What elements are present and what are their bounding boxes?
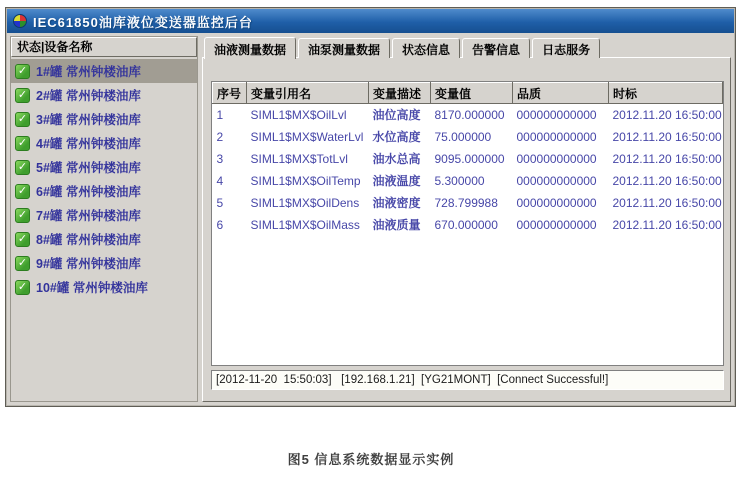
sidebar-item-tank-10[interactable] <box>11 275 197 299</box>
sidebar-item-tank-1[interactable] <box>11 59 197 83</box>
column-header[interactable]: 序号 <box>213 83 247 104</box>
sidebar-item-tank-2[interactable] <box>11 83 197 107</box>
variable-ref-name: SIML1$MX$OilDens <box>247 192 369 214</box>
row-index: 1 <box>213 104 247 126</box>
checkmark-icon: ✓ <box>15 160 30 175</box>
sidebar-item-tank-3[interactable] <box>11 107 197 131</box>
table-row[interactable] <box>213 148 723 170</box>
tab-panel <box>202 57 731 402</box>
device-label: 10#罐 常州钟楼油库 <box>36 281 148 295</box>
column-header[interactable]: 品质 <box>513 83 609 104</box>
device-label: 4#罐 常州钟楼油库 <box>36 137 141 151</box>
checkmark-icon: ✓ <box>15 88 30 103</box>
window-title: IEC61850油库液位变送器监控后台 <box>33 14 253 30</box>
checkmark-icon: ✓ <box>15 64 30 79</box>
timestamp: 2012.11.20 16:50:00 <box>609 192 723 214</box>
device-label: 5#罐 常州钟楼油库 <box>36 161 141 175</box>
quality: 000000000000 <box>513 148 609 170</box>
measurement-table <box>212 82 723 236</box>
device-label: 9#罐 常州钟楼油库 <box>36 257 141 271</box>
tab-oil-pump-data[interactable]: 油泵测量数据 <box>298 38 390 58</box>
variable-ref-name: SIML1$MX$OilTemp <box>247 170 369 192</box>
variable-desc: 油液温度 <box>369 170 431 192</box>
variable-ref-name: SIML1$MX$OilMass <box>247 214 369 236</box>
row-index: 5 <box>213 192 247 214</box>
device-label: 1#罐 常州钟楼油库 <box>36 65 141 79</box>
sidebar-item-tank-6[interactable] <box>11 179 197 203</box>
timestamp: 2012.11.20 16:50:00 <box>609 170 723 192</box>
table-row[interactable] <box>213 170 723 192</box>
tab-log-service[interactable]: 日志服务 <box>532 38 600 58</box>
status-bar: [2012-11-20 15:50:03] [192.168.1.21] [YG21MONT] [Connect Successful!] <box>211 370 724 390</box>
quality: 000000000000 <box>513 170 609 192</box>
quality: 000000000000 <box>513 126 609 148</box>
figure-caption: 图5 信息系统数据显示实例 <box>287 452 455 467</box>
row-index: 4 <box>213 170 247 192</box>
checkmark-icon: ✓ <box>15 112 30 127</box>
checkmark-icon: ✓ <box>15 136 30 151</box>
variable-desc: 水位高度 <box>369 126 431 148</box>
variable-value: 8170.000000 <box>431 104 513 126</box>
variable-value: 728.799988 <box>431 192 513 214</box>
variable-desc: 油液密度 <box>369 192 431 214</box>
sidebar-item-tank-7[interactable] <box>11 203 197 227</box>
app-logo-icon <box>13 14 27 28</box>
checkmark-icon: ✓ <box>15 184 30 199</box>
sidebar-item-tank-4[interactable] <box>11 131 197 155</box>
table-row[interactable] <box>213 192 723 214</box>
table-header-row <box>213 83 723 104</box>
sidebar-item-tank-9[interactable] <box>11 251 197 275</box>
app-window <box>5 7 736 407</box>
sidebar-item-tank-8[interactable] <box>11 227 197 251</box>
tab-bar <box>202 36 731 58</box>
timestamp: 2012.11.20 16:50:00 <box>609 148 723 170</box>
variable-value: 5.300000 <box>431 170 513 192</box>
timestamp: 2012.11.20 16:50:00 <box>609 104 723 126</box>
device-label: 7#罐 常州钟楼油库 <box>36 209 141 223</box>
table-body <box>213 104 723 236</box>
device-label: 2#罐 常州钟楼油库 <box>36 89 141 103</box>
checkmark-icon: ✓ <box>15 208 30 223</box>
sidebar-list <box>11 57 197 401</box>
table-row[interactable] <box>213 214 723 236</box>
quality: 000000000000 <box>513 104 609 126</box>
sidebar-header: 状态|设备名称 <box>11 37 197 57</box>
checkmark-icon: ✓ <box>15 256 30 271</box>
measurement-table-container <box>211 81 724 366</box>
checkmark-icon: ✓ <box>15 232 30 247</box>
device-label: 6#罐 常州钟楼油库 <box>36 185 141 199</box>
device-label: 3#罐 常州钟楼油库 <box>36 113 141 127</box>
variable-desc: 油液质量 <box>369 214 431 236</box>
variable-ref-name: SIML1$MX$WaterLvl <box>247 126 369 148</box>
column-header[interactable]: 时标 <box>609 83 723 104</box>
variable-desc: 油位高度 <box>369 104 431 126</box>
timestamp: 2012.11.20 16:50:00 <box>609 126 723 148</box>
device-sidebar <box>10 36 198 402</box>
tab-oil-liquid-data[interactable]: 油液测量数据 <box>204 37 296 59</box>
timestamp: 2012.11.20 16:50:00 <box>609 214 723 236</box>
variable-ref-name: SIML1$MX$OilLvl <box>247 104 369 126</box>
table-row[interactable] <box>213 104 723 126</box>
variable-value: 75.000000 <box>431 126 513 148</box>
main-area <box>202 36 731 402</box>
quality: 000000000000 <box>513 214 609 236</box>
tab-alarm-info[interactable]: 告警信息 <box>462 38 530 58</box>
device-label: 8#罐 常州钟楼油库 <box>36 233 141 247</box>
sidebar-item-tank-5[interactable] <box>11 155 197 179</box>
column-header[interactable]: 变量引用名 <box>247 83 369 104</box>
table-row[interactable] <box>213 126 723 148</box>
title-bar <box>7 9 734 33</box>
column-header[interactable]: 变量描述 <box>369 83 431 104</box>
variable-value: 670.000000 <box>431 214 513 236</box>
row-index: 6 <box>213 214 247 236</box>
quality: 000000000000 <box>513 192 609 214</box>
row-index: 3 <box>213 148 247 170</box>
tab-status-info[interactable]: 状态信息 <box>392 38 460 58</box>
window-content <box>10 36 731 402</box>
variable-ref-name: SIML1$MX$TotLvl <box>247 148 369 170</box>
row-index: 2 <box>213 126 247 148</box>
column-header[interactable]: 变量值 <box>431 83 513 104</box>
variable-value: 9095.000000 <box>431 148 513 170</box>
variable-desc: 油水总高 <box>369 148 431 170</box>
checkmark-icon: ✓ <box>15 280 30 295</box>
